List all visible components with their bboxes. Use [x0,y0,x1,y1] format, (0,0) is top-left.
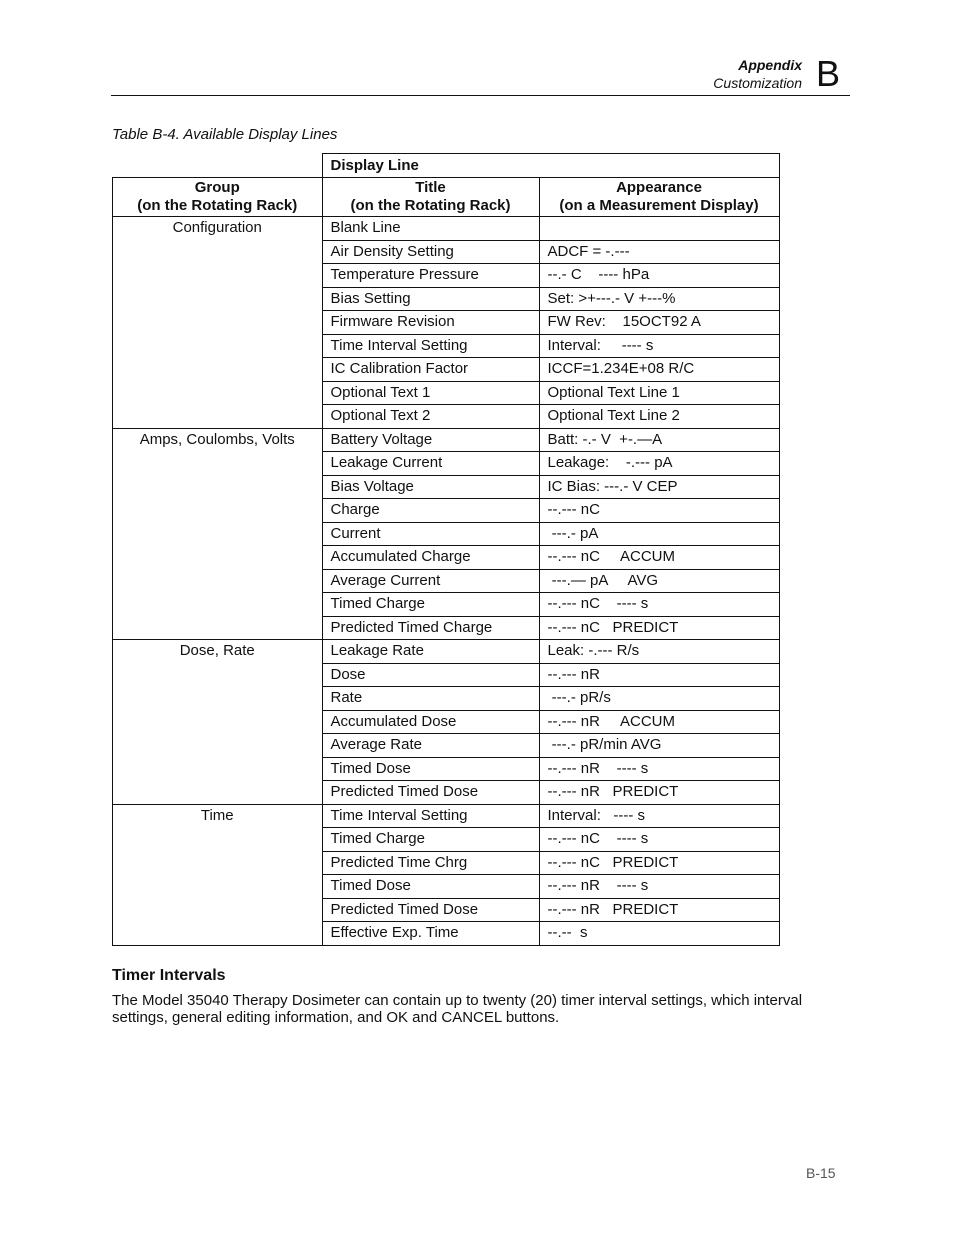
title-cell: Current [322,522,539,546]
title-cell: Bias Setting [322,287,539,311]
title-cell: Timed Dose [322,875,539,899]
title-cell: Firmware Revision [322,311,539,335]
group-cell: Configuration [113,217,323,429]
title-cell: Battery Voltage [322,428,539,452]
appearance-cell: --.--- nR PREDICT [539,898,779,922]
table-corner-blank [113,154,323,178]
appearance-cell: Leakage: -.--- pA [539,452,779,476]
column-header-line: (on the Rotating Rack) [350,197,511,214]
page-number: B-15 [806,1165,836,1181]
table-row [113,428,780,452]
title-cell: Optional Text 1 [322,381,539,405]
title-cell: Predicted Time Chrg [322,851,539,875]
appearance-cell: --.--- nR ---- s [539,757,779,781]
appearance-cell: Set: >+---.- V +---% [539,287,779,311]
table-row [113,640,780,664]
table-super-header-row [113,154,780,178]
appearance-cell: --.--- nC PREDICT [539,851,779,875]
title-cell: Predicted Timed Charge [322,616,539,640]
title-cell: Blank Line [322,217,539,241]
table-caption: Table B-4. Available Display Lines [112,126,338,143]
appearance-cell: --.--- nC ACCUM [539,546,779,570]
title-cell: Optional Text 2 [322,405,539,429]
title-cell: Leakage Current [322,452,539,476]
header-rule [111,95,850,96]
appearance-cell: --.--- nC ---- s [539,828,779,852]
appearance-cell: ICCF=1.234E+08 R/C [539,358,779,382]
column-header-line: (on a Measurement Display) [559,197,759,214]
title-cell: Charge [322,499,539,523]
appearance-cell: ---.— pA AVG [539,569,779,593]
title-cell: Leakage Rate [322,640,539,664]
appearance-cell: --.--- nR ACCUM [539,710,779,734]
appearance-cell: --.--- nR PREDICT [539,781,779,805]
display-line-header: Display Line [322,154,779,178]
title-cell: Effective Exp. Time [322,922,539,946]
appearance-cell: Interval: ---- s [539,804,779,828]
group-cell: Time [113,804,323,945]
appendix-letter: B [816,53,841,94]
section-body: The Model 35040 Therapy Dosimeter can contain up to twenty (20) timer interval settings, which interval settings, general editing information, and OK and CANCEL buttons. [112,992,803,1026]
table-row [113,217,780,241]
title-cell: Predicted Timed Dose [322,781,539,805]
appearance-cell: IC Bias: ---.- V CEP [539,475,779,499]
title-cell: Dose [322,663,539,687]
column-header-line: Group [194,179,240,196]
title-cell: Air Density Setting [322,240,539,264]
appearance-cell: Optional Text Line 2 [539,405,779,429]
section-title: Timer Intervals [112,967,226,984]
column-header-title [322,178,539,217]
title-cell: Accumulated Charge [322,546,539,570]
appearance-cell: Batt: -.- V +-.—A [539,428,779,452]
title-cell: Rate [322,687,539,711]
table-body [113,217,780,946]
display-lines-table [112,153,780,946]
title-cell: Temperature Pressure [322,264,539,288]
appearance-cell: --.-- s [539,922,779,946]
header-section: Appendix [738,57,802,73]
appearance-cell: --.--- nR [539,663,779,687]
title-cell: Predicted Timed Dose [322,898,539,922]
title-cell: Bias Voltage [322,475,539,499]
appearance-cell: --.- C ---- hPa [539,264,779,288]
table-row [113,804,780,828]
appearance-cell: FW Rev: 15OCT92 A [539,311,779,335]
title-cell: Timed Charge [322,828,539,852]
appearance-cell: ---.- pA [539,522,779,546]
appearance-cell: --.--- nR ---- s [539,875,779,899]
column-header-line: Title [415,179,446,196]
column-header-line: Appearance [616,179,702,196]
title-cell: Timed Charge [322,593,539,617]
appearance-cell: --.--- nC [539,499,779,523]
title-cell: Time Interval Setting [322,334,539,358]
title-cell: Accumulated Dose [322,710,539,734]
appearance-cell: --.--- nC ---- s [539,593,779,617]
appearance-cell: --.--- nC PREDICT [539,616,779,640]
table-header-row [113,178,780,217]
header-chapter: Customization [713,75,802,91]
column-header-line: (on the Rotating Rack) [137,197,298,214]
column-header-group [113,178,323,217]
title-cell: Average Current [322,569,539,593]
title-cell: Timed Dose [322,757,539,781]
appearance-cell: Interval: ---- s [539,334,779,358]
title-cell: Time Interval Setting [322,804,539,828]
title-cell: Average Rate [322,734,539,758]
appearance-cell: ---.- pR/s [539,687,779,711]
column-header-appearance [539,178,779,217]
appearance-cell: ADCF = -.--- [539,240,779,264]
group-cell: Amps, Coulombs, Volts [113,428,323,640]
group-cell: Dose, Rate [113,640,323,805]
appearance-cell [539,217,779,241]
appearance-cell: Leak: -.--- R/s [539,640,779,664]
appearance-cell: ---.- pR/min AVG [539,734,779,758]
appearance-cell: Optional Text Line 1 [539,381,779,405]
title-cell: IC Calibration Factor [322,358,539,382]
